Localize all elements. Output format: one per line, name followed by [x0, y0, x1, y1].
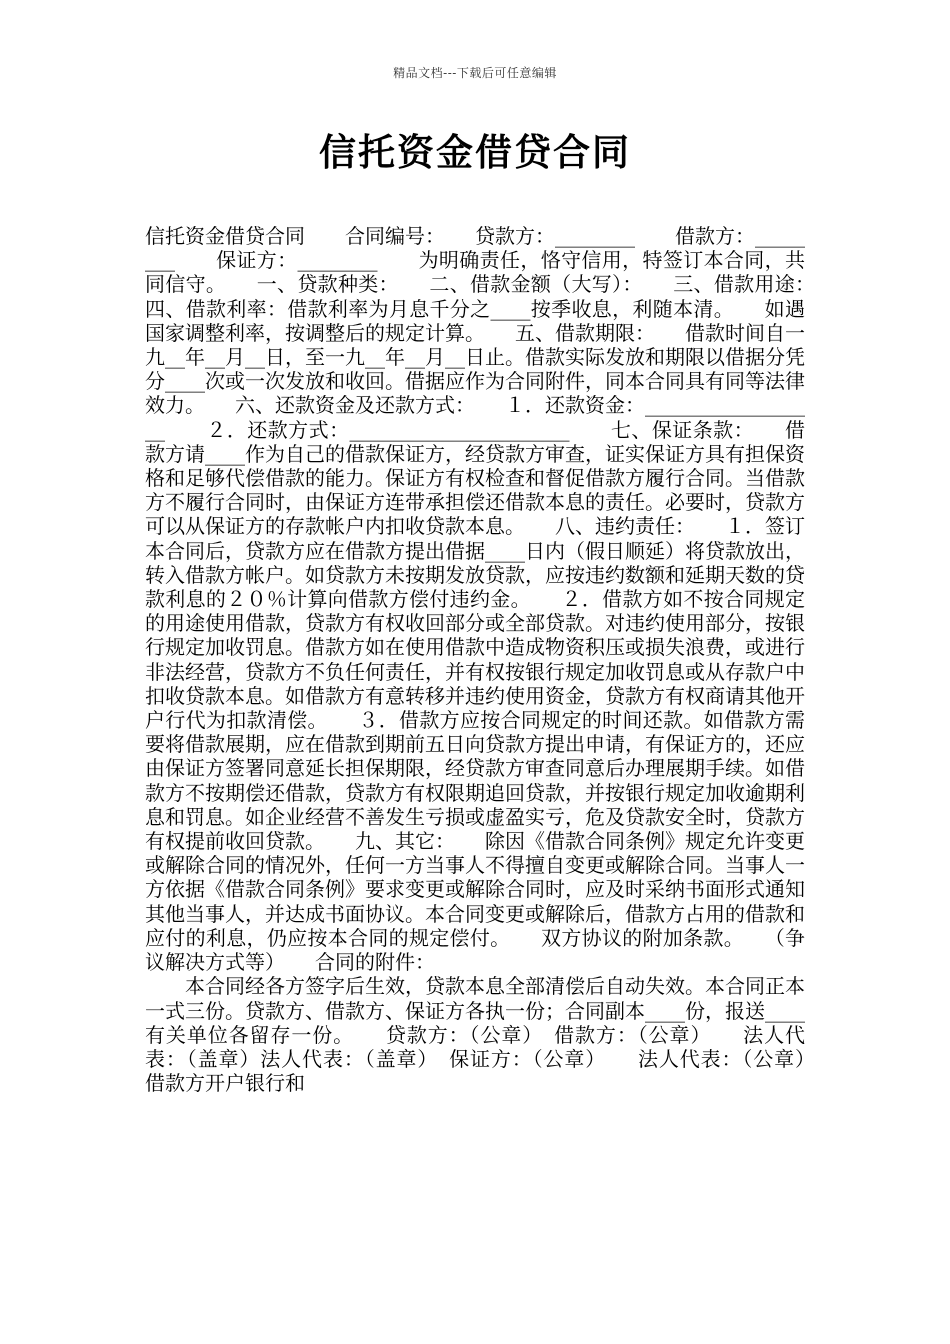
page-header-note: 精品文档---下载后可任意编辑 [393, 66, 557, 80]
contract-body-paragraph: 信托资金借贷合同 合同编号： 贷款方：________ 借款方：________ 保证方：________ 为明确责任，恪守信用，特签订本合同，共同信守。 一、贷款种类： 二、借款金额（大写）： 三、借款用途： 四、借款利率：借款利率为月息千分之____按季收息，利随本清。 如遇国家调整利率，按调整后的规定计算。 五、借款期限： 借款时间自一九__年__月__日，至一九__年__月__日止。借款实际发放和期限以借据分凭分____次或一次发放和收回。借据应作为合同附件，同本合同具有同等法律效力。 六、还款资金及还款方式： １．还款资金：__________________ ２．还款方式：______________________ 七、保证条款： 借款方请____作为自己的借款保证方，经贷款方审查，证实保证方具有担保资格和足够代偿借款的能力。保证方有权检查和督促借款方履行合同。当借款方不履行合同时，由保证方连带承担偿还借款本息的责任。必要时，贷款方可以从保证方的存款帐户内扣收贷款本息。 八、违约责任： １．签订本合同后，贷款方应在借款方提出借据____日内（假日顺延）将贷款放出，转入借款方帐户。如贷款方未按期发放贷款，应按违约数额和延期天数的贷款利息的２０％计算向借款方偿付违约金。 ２．借款方如不按合同规定的用途使用借款，贷款方有权收回部分或全部贷款。对违约使用部分，按银行规定加收罚息。借款方如在使用借款中造成物资积压或损失浪费，或进行非法经营，贷款方不负任何责任，并有权按银行规定加收罚息或从存款户中扣收贷款本息。如借款方有意转移并违约使用资金，贷款方有权商请其他开户行代为扣款清偿。 ３．借款方应按合同规定的时间还款。如借款方需要将借款展期，应在借款到期前五日向贷款方提出申请，有保证方的，还应由保证方签署同意延长担保期限，经贷款方审查同意后办理展期手续。如借款方不按期偿还借款，贷款方有权限期追回贷款，并按银行规定加收逾期利息和罚息。如企业经营不善发生亏损或虚盈实亏，危及贷款安全时，贷款方有权提前收回贷款。 九、其它： 除因《借款合同条例》规定允许变更或解除合同的情况外，任何一方当事人不得擅自变更或解除合同。当事人一方依据《借款合同条例》要求变更或解除合同时，应及时采纳书面形式通知其他当事人，并达成书面协议。本合同变更或解除后，借款方占用的借款和应付的利息，仍应按本合同的规定偿付。 双方协议的附加条款。 （争议解决方式等） 合同的附件： [145, 224, 845, 975]
document-title: 信托资金借贷合同 [319, 131, 631, 174]
document-body [145, 224, 845, 1096]
contract-closing-paragraph: 本合同经各方签字后生效，贷款本息全部清偿后自动失效。本合同正本一式三份。贷款方、借款方、保证方各执一份；合同副本____份，报送____有关单位各留存一份。 贷款方：（公章） 借款方：（公章） 法人代表：（盖章）法人代表：（盖章） 保证方：（公章） 法人代表：（公章） 借款方开户银行和 [145, 974, 845, 1096]
